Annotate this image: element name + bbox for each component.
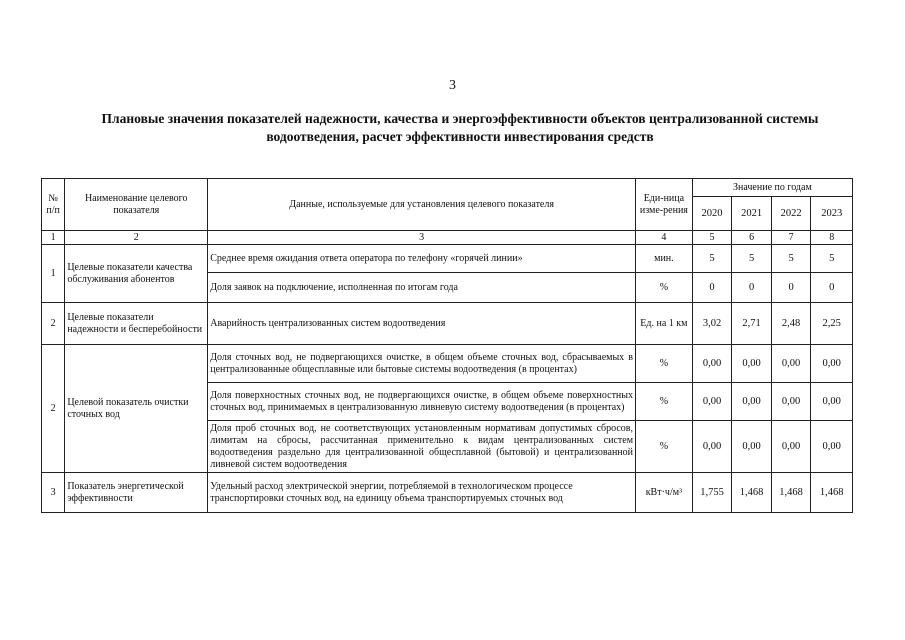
- row-value: 3,02: [692, 303, 732, 345]
- row-value: 1,468: [811, 473, 853, 513]
- row-unit: %: [636, 421, 693, 473]
- document-title: [40, 110, 880, 146]
- row-value: 2,25: [811, 303, 853, 345]
- row-value: 0,00: [771, 421, 811, 473]
- group-num: 2: [42, 345, 65, 473]
- row-value: 0,00: [811, 421, 853, 473]
- row-unit: мин.: [636, 245, 693, 273]
- row-value: 2,71: [732, 303, 772, 345]
- row-data: Доля заявок на подключение, исполненная по итогам года: [208, 273, 636, 303]
- title-line-1: Плановые значения показателей надежности, качества и энергоэффективности объектов централизованной системы: [101, 111, 819, 126]
- row-value: 0,00: [771, 383, 811, 421]
- row-data: Доля поверхностных сточных вод, не подвергающихся очистке, в общем объеме поверхностных сточных вод, принимаемых в централизованную ливневую систему водоотведения (в процентах): [208, 383, 636, 421]
- column-number: 4: [636, 231, 693, 245]
- header-name: Наименование целевого показателя: [65, 179, 208, 231]
- row-unit: %: [636, 273, 693, 303]
- group-name: Целевой показатель очистки сточных вод: [65, 345, 208, 473]
- column-number: 5: [692, 231, 732, 245]
- row-value: 5: [771, 245, 811, 273]
- row-unit: Ед. на 1 км: [636, 303, 693, 345]
- page-number: 3: [449, 78, 456, 93]
- row-value: 0,00: [692, 421, 732, 473]
- row-value: 1,468: [771, 473, 811, 513]
- row-data: Среднее время ожидания ответа оператора по телефону «горячей линии»: [208, 245, 636, 273]
- column-number: 7: [771, 231, 811, 245]
- indicators-table: [41, 178, 853, 513]
- row-value: 5: [692, 245, 732, 273]
- column-number: 1: [42, 231, 65, 245]
- row-value: 0: [692, 273, 732, 303]
- row-value: 0: [811, 273, 853, 303]
- header-data: Данные, используемые для установления целевого показателя: [208, 179, 636, 231]
- group-num: 1: [42, 245, 65, 303]
- column-number: 8: [811, 231, 853, 245]
- row-value: 1,468: [732, 473, 772, 513]
- row-value: 0,00: [692, 383, 732, 421]
- row-value: 0: [732, 273, 772, 303]
- title-line-2: водоотведения, расчет эффективности инвестирования средств: [266, 129, 654, 144]
- header-values-by-year: Значение по годам: [692, 179, 852, 197]
- row-unit: %: [636, 345, 693, 383]
- row-value: 0,00: [692, 345, 732, 383]
- row-value: 1,755: [692, 473, 732, 513]
- row-data: Доля сточных вод, не подвергающихся очистке, в общем объеме сточных вод, сбрасываемых в централизованные общесплавные или бытовые системы водоотведения (в процентах): [208, 345, 636, 383]
- row-unit: %: [636, 383, 693, 421]
- row-data: Удельный расход электрической энергии, потребляемой в технологическом процессе транспортировки сточных вод, на единицу объема транспортируемых сточных вод: [208, 473, 636, 513]
- group-name: Показатель энергетической эффективности: [65, 473, 208, 513]
- row-data: Доля проб сточных вод, не соответствующих установленным нормативам допустимых сбросов, лимитам на сбросы, рассчитанная применительно к видам централизованных систем водоотведения раздельно для централизованной общесплавной (бытовой) и централизованной ливневой систем водоотведения: [208, 421, 636, 473]
- column-number: 6: [732, 231, 772, 245]
- group-name: Целевые показатели надежности и бесперебойности: [65, 303, 208, 345]
- column-number: 3: [208, 231, 636, 245]
- row-value: 0: [771, 273, 811, 303]
- header-year: 2023: [811, 197, 853, 231]
- row-value: 0,00: [811, 345, 853, 383]
- group-num: 2: [42, 303, 65, 345]
- row-value: 5: [732, 245, 772, 273]
- column-number: 2: [65, 231, 208, 245]
- row-value: 0,00: [732, 383, 772, 421]
- row-value: 0,00: [732, 345, 772, 383]
- group-num: 3: [42, 473, 65, 513]
- row-unit: кВт·ч/м³: [636, 473, 693, 513]
- header-year: 2020: [692, 197, 732, 231]
- header-year: 2022: [771, 197, 811, 231]
- row-value: 5: [811, 245, 853, 273]
- row-value: 2,48: [771, 303, 811, 345]
- row-data: Аварийность централизованных систем водоотведения: [208, 303, 636, 345]
- group-name: Целевые показатели качества обслуживания абонентов: [65, 245, 208, 303]
- row-value: 0,00: [811, 383, 853, 421]
- row-value: 0,00: [732, 421, 772, 473]
- header-num: № п/п: [42, 179, 65, 231]
- row-value: 0,00: [771, 345, 811, 383]
- header-unit: Еди-ница изме-рения: [636, 179, 693, 231]
- header-year: 2021: [732, 197, 772, 231]
